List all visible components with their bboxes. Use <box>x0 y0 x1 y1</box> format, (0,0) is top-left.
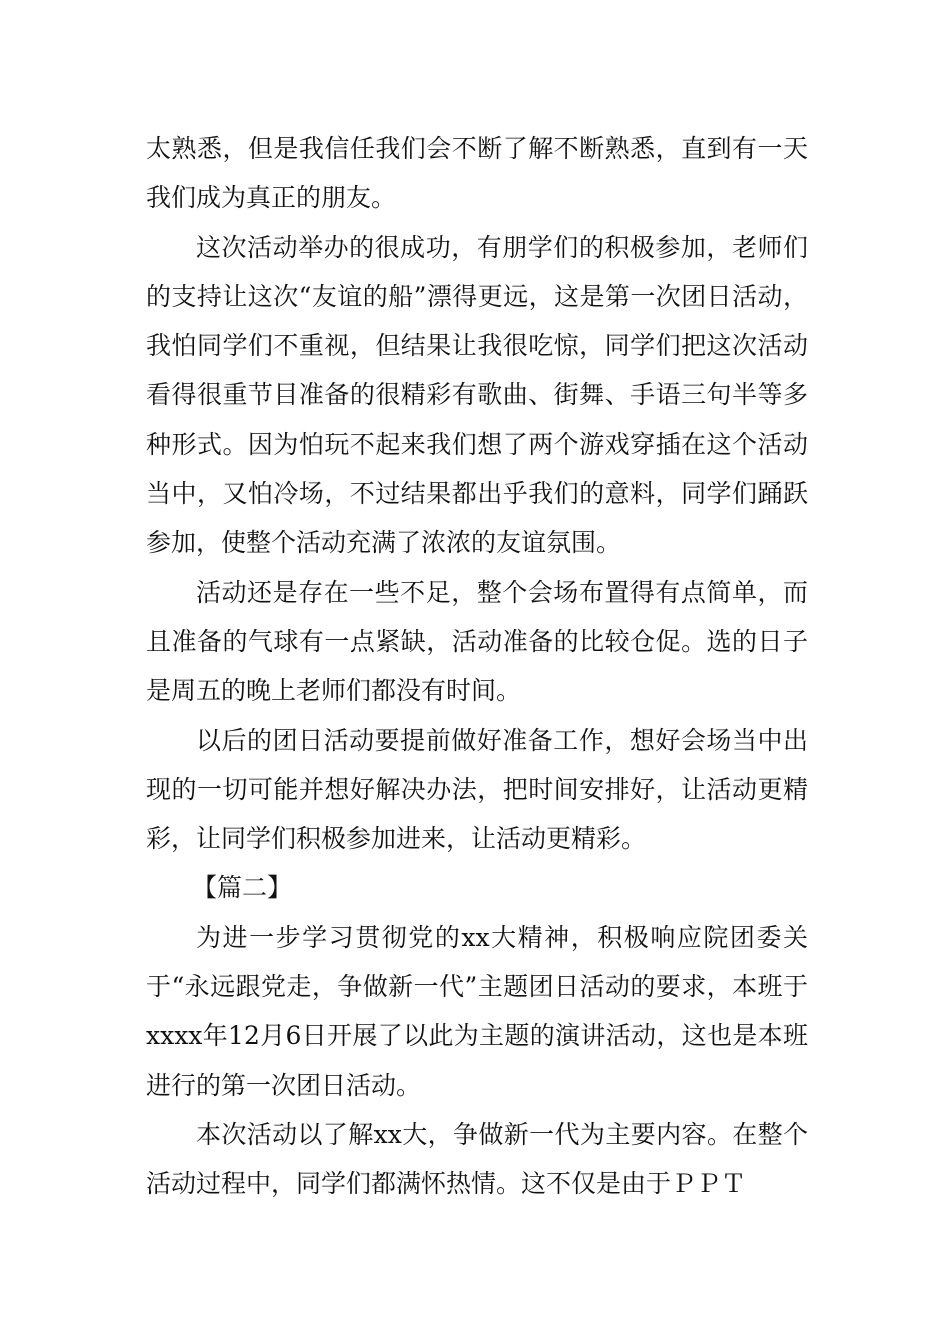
section-title: 【篇二】 <box>192 873 293 903</box>
paragraph-future-plans: 以后的团日活动要提前做好准备工作，想好会场当中出现的一切可能并想好解决办法，把时间安排好，让活动更精彩，让同学们积极参加进来，让活动更精彩。 <box>146 725 808 854</box>
paragraph-intro-part-two: 为进一步学习贯彻党的xx大精神，积极响应院团委关于“永远跟党走，争做新一代”主题团日活动的要求，本班于xxxx年12月6日开展了以此为主题的演讲活动，这也是本班进行的第一次团日活动。 <box>146 922 808 1100</box>
paragraph-content-part-two: 本次活动以了解xx大，争做新一代为主要内容。在整个活动过程中，同学们都满怀热情。这不仅是由于ＰＰＴ <box>146 1119 808 1199</box>
paragraph-shortcomings: 活动还是存在一些不足，整个会场布置得有点简单，而且准备的气球有一点紧缺，活动准备的比较仓促。选的日子是周五的晚上老师们都没有时间。 <box>146 577 808 706</box>
document-page <box>146 124 808 1209</box>
paragraph-continuation: 太熟悉，但是我信任我们会不断了解不断熟悉，直到有一天我们成为真正的朋友。 <box>146 134 808 213</box>
paragraph-activity-success: 这次活动举办的很成功，有朋学们的积极参加，老师们的支持让这次“友谊的船”漂得更远，这是第一次团日活动，我怕同学们不重视，但结果让我很吃惊，同学们把这次活动看得很重节目准备的很精彩有歌曲、街舞、手语三句半等多种形式。因为怕玩不起来我们想了两个游戏穿插在这个活动当中，又怕冷场，不过结果都出乎我们的意料，同学们踊跃参加，使整个活动充满了浓浓的友谊氛围。 <box>146 232 808 558</box>
